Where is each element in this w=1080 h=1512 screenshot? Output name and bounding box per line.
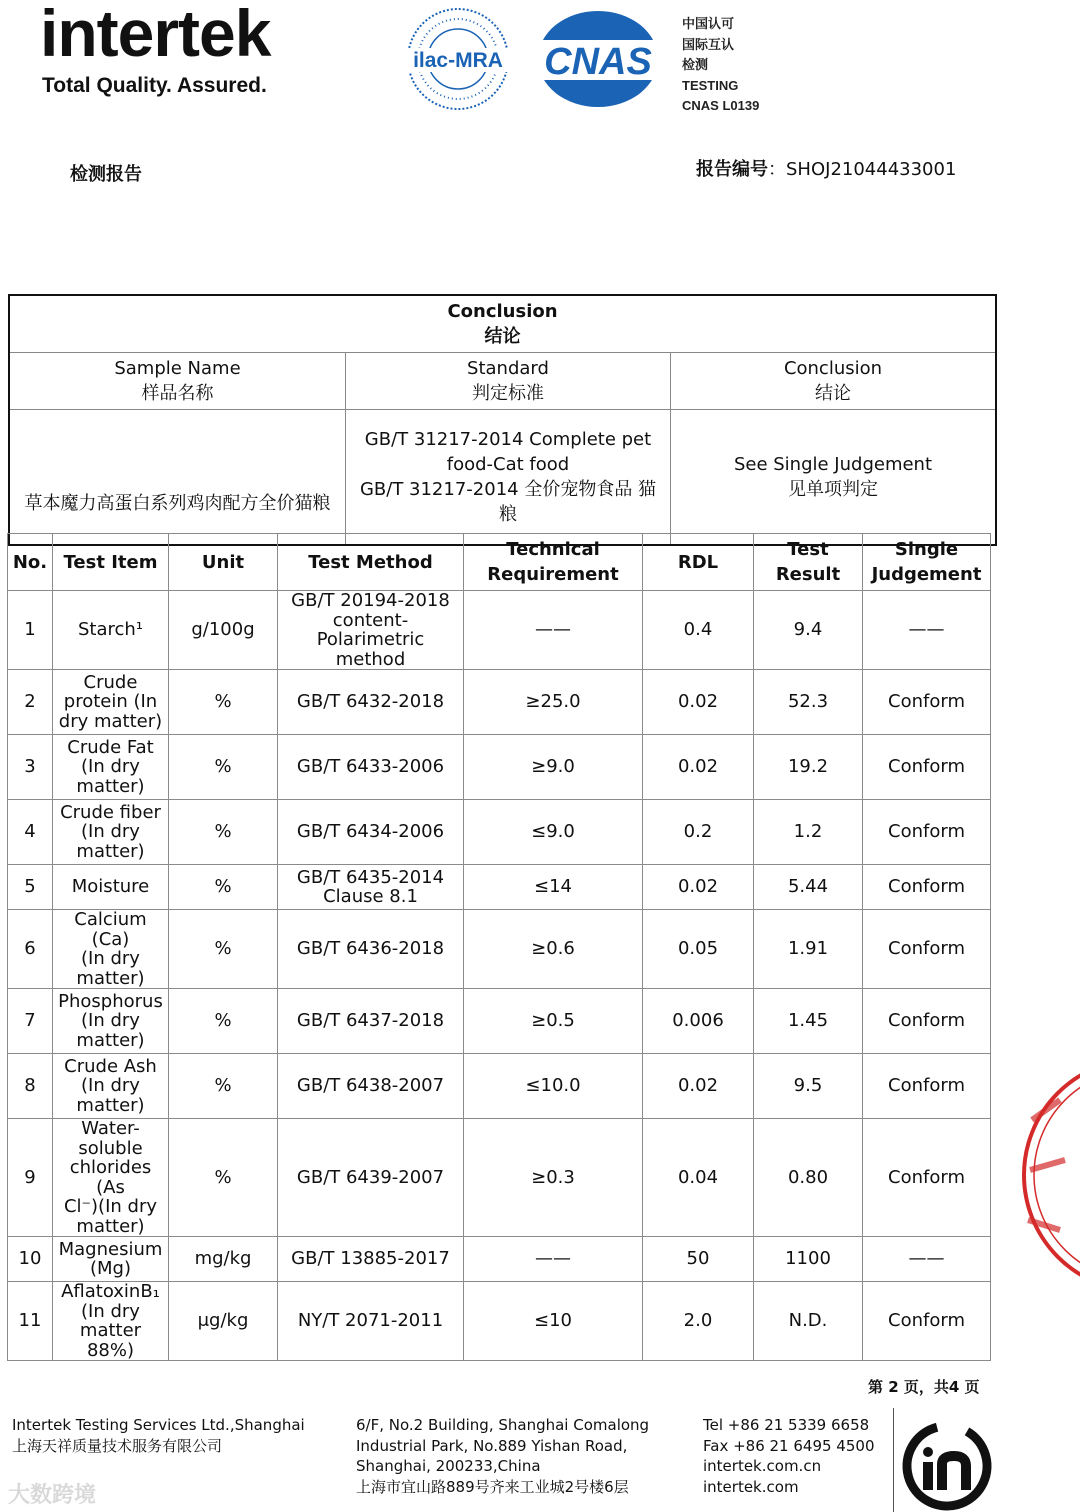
cell-technical-requirement: ≤9.0	[464, 800, 643, 865]
cell-no: 5	[8, 865, 53, 910]
table-header-row	[8, 534, 991, 591]
cell-single-judgement: Conform	[863, 735, 991, 800]
cell-no: 4	[8, 800, 53, 865]
cell-no: 11	[8, 1282, 53, 1361]
cell-technical-requirement: ≤14	[464, 865, 643, 910]
conclusion-table	[8, 294, 997, 546]
col-conclusion: Conclusion 结论	[671, 353, 997, 410]
cell-test-result: 1100	[754, 1237, 863, 1282]
table-row	[8, 1237, 991, 1282]
cell-no: 8	[8, 1054, 53, 1119]
cnas-accreditation-text: 中国认可 国际互认 检测 TESTING CNAS L0139	[682, 16, 760, 113]
cell-unit: %	[169, 989, 278, 1054]
footer-link-cn[interactable]: intertek.com.cn	[703, 1457, 822, 1475]
watermark: 大数跨境	[8, 1483, 97, 1508]
cell-test-item: Moisture	[53, 865, 169, 910]
red-seal-stamp	[1020, 1060, 1080, 1300]
cell-no: 10	[8, 1237, 53, 1282]
footer-link[interactable]: intertek.com	[703, 1477, 799, 1496]
header-rdl: RDL	[643, 534, 754, 591]
cell-rdl: 50	[643, 1237, 754, 1282]
cell-technical-requirement: ——	[464, 591, 643, 670]
table-row	[8, 591, 991, 670]
cell-unit: %	[169, 1119, 278, 1237]
cell-no: 1	[8, 591, 53, 670]
cell-single-judgement: Conform	[863, 865, 991, 910]
cell-test-method: GB/T 20194-2018 content-Polarimetric method	[278, 591, 464, 670]
cell-test-result: 52.3	[754, 670, 863, 735]
cell-test-method: GB/T 6432-2018	[278, 670, 464, 735]
cell-test-item: Starch¹	[53, 591, 169, 670]
svg-text:CNAS: CNAS	[544, 41, 652, 83]
cell-technical-requirement: ≥25.0	[464, 670, 643, 735]
cell-test-method: GB/T 13885-2017	[278, 1237, 464, 1282]
cell-unit: %	[169, 865, 278, 910]
test-results-table	[7, 533, 991, 1361]
cell-single-judgement: Conform	[863, 1119, 991, 1237]
cell-test-item: Water- soluble chlorides (As Cl⁻)(In dry matter)	[53, 1119, 169, 1237]
cell-test-result: 19.2	[754, 735, 863, 800]
cell-test-item: Crude Ash (In dry matter)	[53, 1054, 169, 1119]
table-row	[8, 865, 991, 910]
cell-test-item: Phosphorus (In dry matter)	[53, 989, 169, 1054]
document-title: 检测报告	[70, 164, 142, 185]
cell-unit: %	[169, 800, 278, 865]
ilac-mra-logo	[402, 6, 514, 112]
footer-company: Intertek Testing Services Ltd.,Shanghai 上海天祥质量技术服务有限公司	[12, 1416, 305, 1455]
cell-single-judgement: Conform	[863, 1054, 991, 1119]
intertek-logo: intertek	[40, 0, 271, 70]
footer-contact: Tel +86 21 5339 6658 Fax +86 21 6495 4500 intertek.com.cn intertek.com	[703, 1416, 875, 1496]
cell-test-method: GB/T 6435-2014 Clause 8.1	[278, 865, 464, 910]
cell-single-judgement: Conform	[863, 910, 991, 989]
conclusion-value: See Single Judgement 见单项判定	[671, 410, 997, 546]
col-sample-name: Sample Name 样品名称	[9, 353, 346, 410]
cell-single-judgement: Conform	[863, 1282, 991, 1361]
cell-test-item: AflatoxinB₁ (In dry matter 88%)	[53, 1282, 169, 1361]
cell-test-item: Crude Fat (In dry matter)	[53, 735, 169, 800]
header-test-item: Test Item	[53, 534, 169, 591]
cell-single-judgement: ——	[863, 1237, 991, 1282]
cell-rdl: 0.02	[643, 735, 754, 800]
cell-technical-requirement: ≤10.0	[464, 1054, 643, 1119]
cell-test-result: 0.80	[754, 1119, 863, 1237]
brand-tagline: Total Quality. Assured.	[42, 74, 267, 97]
cell-rdl: 0.02	[643, 1054, 754, 1119]
cell-test-result: 1.91	[754, 910, 863, 989]
cell-rdl: 0.05	[643, 910, 754, 989]
cell-test-item: Calcium (Ca) (In dry matter)	[53, 910, 169, 989]
cell-test-result: 1.45	[754, 989, 863, 1054]
cell-unit: %	[169, 670, 278, 735]
table-row	[8, 670, 991, 735]
header-unit: Unit	[169, 534, 278, 591]
cell-no: 6	[8, 910, 53, 989]
header-technical-requirement: Technical Requirement	[464, 534, 643, 591]
footer-address: 6/F, No.2 Building, Shanghai Comalong Industrial Park, No.889 Yishan Road, Shanghai, 200233,China 上海市宜山路889号齐来工业城2号楼6层	[356, 1416, 650, 1496]
cell-test-item: Crude protein (In dry matter)	[53, 670, 169, 735]
cell-test-result: N.D.	[754, 1282, 863, 1361]
table-row	[8, 1119, 991, 1237]
cell-test-method: GB/T 6437-2018	[278, 989, 464, 1054]
svg-text:ilac-MRA: ilac-MRA	[413, 49, 503, 72]
cell-no: 9	[8, 1119, 53, 1237]
cell-test-method: NY/T 2071-2011	[278, 1282, 464, 1361]
cell-test-item: Crude fiber (In dry matter)	[53, 800, 169, 865]
cell-test-method: GB/T 6433-2006	[278, 735, 464, 800]
cell-technical-requirement: ≤10	[464, 1282, 643, 1361]
cell-technical-requirement: ——	[464, 1237, 643, 1282]
col-standard: Standard 判定标准	[346, 353, 671, 410]
conclusion-title: Conclusion 结论	[9, 295, 996, 353]
cell-technical-requirement: ≥0.5	[464, 989, 643, 1054]
table-row	[8, 800, 991, 865]
cell-single-judgement: Conform	[863, 800, 991, 865]
report-number: 报告编号：SHOJ21044433001	[696, 159, 957, 180]
table-row	[8, 910, 991, 989]
cell-test-result: 9.4	[754, 591, 863, 670]
cell-rdl: 2.0	[643, 1282, 754, 1361]
table-row	[8, 989, 991, 1054]
cnas-logo	[532, 8, 664, 110]
cell-test-method: GB/T 6438-2007	[278, 1054, 464, 1119]
cell-unit: %	[169, 1054, 278, 1119]
standard-value: GB/T 31217-2014 Complete pet food-Cat food GB/T 31217-2014 全价宠物食品 猫 粮	[346, 410, 671, 546]
cell-no: 2	[8, 670, 53, 735]
cell-test-method: GB/T 6436-2018	[278, 910, 464, 989]
cell-rdl: 0.2	[643, 800, 754, 865]
cell-no: 7	[8, 989, 53, 1054]
cell-single-judgement: Conform	[863, 989, 991, 1054]
cell-test-method: GB/T 6434-2006	[278, 800, 464, 865]
page-number: 第 2 页，共4 页	[868, 1378, 980, 1396]
cell-unit: g/100g	[169, 591, 278, 670]
cell-test-method: GB/T 6439-2007	[278, 1119, 464, 1237]
cell-single-judgement: Conform	[863, 670, 991, 735]
table-row	[8, 1054, 991, 1119]
cell-technical-requirement: ≥0.3	[464, 1119, 643, 1237]
cell-test-result: 5.44	[754, 865, 863, 910]
cell-technical-requirement: ≥9.0	[464, 735, 643, 800]
cell-rdl: 0.02	[643, 865, 754, 910]
cell-rdl: 0.04	[643, 1119, 754, 1237]
header-test-method: Test Method	[278, 534, 464, 591]
cell-rdl: 0.006	[643, 989, 754, 1054]
header-single-judgement: Single Judgement	[863, 534, 991, 591]
header-no: No.	[8, 534, 53, 591]
table-row	[8, 1282, 991, 1361]
sample-name-value: 草本魔力高蛋白系列鸡肉配方全价猫粮	[9, 410, 346, 546]
cell-single-judgement: ——	[863, 591, 991, 670]
intertek-in-logo-icon	[892, 1408, 996, 1512]
cell-rdl: 0.02	[643, 670, 754, 735]
table-row	[8, 735, 991, 800]
cell-test-result: 1.2	[754, 800, 863, 865]
header-test-result: Test Result	[754, 534, 863, 591]
cell-rdl: 0.4	[643, 591, 754, 670]
cell-unit: %	[169, 910, 278, 989]
cell-unit: %	[169, 735, 278, 800]
cell-test-result: 9.5	[754, 1054, 863, 1119]
cell-no: 3	[8, 735, 53, 800]
cell-technical-requirement: ≥0.6	[464, 910, 643, 989]
cell-unit: μg/kg	[169, 1282, 278, 1361]
cell-test-item: Magnesium (Mg)	[53, 1237, 169, 1282]
cell-unit: mg/kg	[169, 1237, 278, 1282]
